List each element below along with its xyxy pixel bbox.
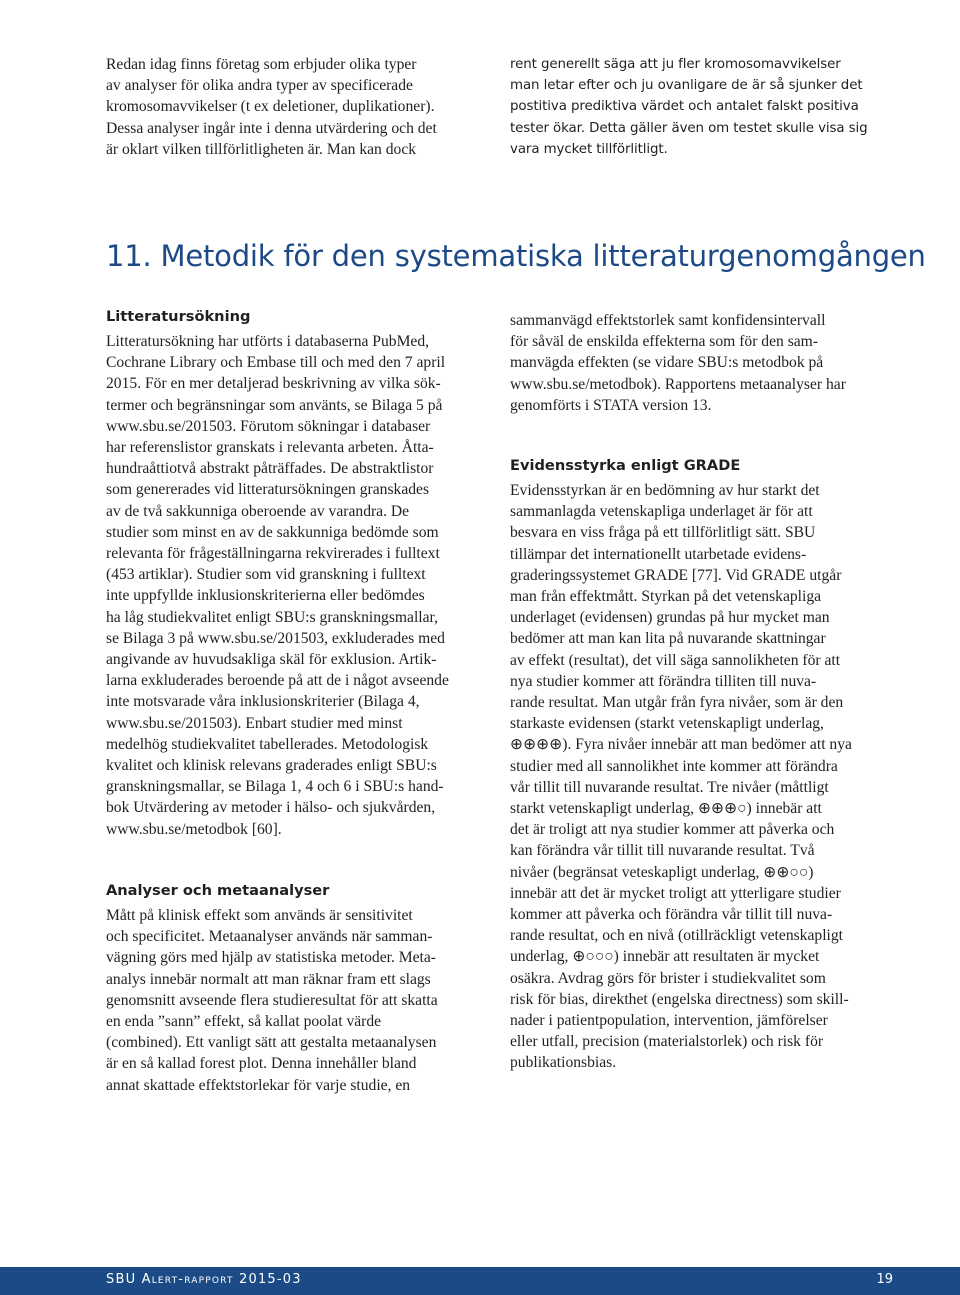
footer-report-name: SBU Alert-rapport 2015-03 — [106, 1272, 302, 1287]
analyser-heading: Analyser och metaanalyser — [106, 882, 330, 899]
intro-left-column — [106, 54, 475, 160]
footer-bar — [0, 1267, 960, 1295]
page-number: 19 — [876, 1272, 893, 1287]
litteratursokning-section — [106, 331, 475, 840]
litteratursokning-paragraph: Litteratursökning har utförts i databaserna PubMed, Cochrane Library och Embase till och med den 7 april 2015. För en mer detaljerad beskrivning av vilka sök- termer och begränsningar som använts, se Bilaga 5 på www.sbu.se/201503. Förutom sökningar i databaser har referenslistor granskats i relevanta arbeten. Åtta- hundraåttiotvå abstrakt påträffades. De abstraktlistor som genererades vid litteratursökningen granskades av de två sakkunniga oberoende av varandra. De studier som minst en av de sakkunniga bedömde som relevanta för frågeställningarna rekvirerades i fulltext (453 artiklar). Studier som vid granskning i fulltext inte uppfyllde inklusionskriterierna eller bedömdes ha låg studiekvalitet enligt SBU:s granskningsmallar, se Bilaga 3 på www.sbu.se/201503, exkluderades med angivande av huvudsakliga skäl för exklusion. Artik- larna exkluderades beroende på att de i något avseende inte motsvarade våra inklusionskriterier (Bilaga 4, www.sbu.se/201503). Enbart studier med minst medelhög studiekvalitet tabellerades. Metodologisk kvalitet och klinisk relevans graderades enligt SBU:s granskningsmallar, se Bilaga 1, 4 och 6 i SBU:s hand- bok Utvärdering av metoder i hälso- och sjukvården, www.sbu.se/metodbok [60]. — [106, 333, 449, 838]
right-continuation — [510, 310, 879, 416]
section-heading: 11. Metodik för den systematiska litteraturgenomgången — [106, 239, 926, 273]
right-continuation-paragraph: sammanvägd effektstorlek samt konfidensintervall för såväl de enskilda effekterna som för den sam- manvägda effekten (se vidare SBU:s metodbok på www.sbu.se/metodbok). Rapportens metaanalyser har genomförts i STATA version 13. — [510, 312, 846, 414]
evidensstyrka-section — [510, 480, 879, 1074]
intro-right-paragraph: rent generellt säga att ju fler kromosomavvikelser man letar efter och ju ovanligare de är så sjunker det postitiva prediktiva värdet och antalet falskt positiva tester ökar. Detta gäller även om testet skulle visa sig vara mycket tillförlitligt. — [510, 57, 868, 157]
analyser-section — [106, 905, 475, 1096]
analyser-paragraph: Mått på klinisk effekt som används är sensitivitet och specificitet. Metaanalyser används när samman- vägning görs med hjälp av statistiska metoder. Meta- analys innebär normalt att man räknar fram ett slags genomsnitt avseende flera studieresultat för att skatta en enda ”sann” effekt, så kallat poolat värde (combined). Ett vanligt sätt att gestalta metaanalysen är en så kallad forest plot. Denna innehåller bland annat skattade effektstorlekar för varje studie, en — [106, 907, 438, 1094]
intro-left-paragraph: Redan idag finns företag som erbjuder olika typer av analyser för olika andra typer av specificerade kromosomavvikelser (t ex deletioner, duplikationer). Dessa analyser ingår inte i denna utvärdering och det är oklart vilken tillförlitligheten är. Man kan dock — [106, 56, 437, 158]
litteratursokning-heading: Litteratursökning — [106, 308, 251, 325]
evidensstyrka-heading: Evidensstyrka enligt GRADE — [510, 457, 741, 474]
intro-right-column — [510, 54, 879, 160]
evidensstyrka-paragraph: Evidensstyrkan är en bedömning av hur starkt det sammanlagda vetenskapliga underlaget är för att besvara en viss fråga på ett tillförlitligt sätt. SBU tillämpar det internationellt utarbetade evidens- graderingssystemet GRADE [77]. Vid GRADE utgår man från effektmått. Styrkan på det vetenskapliga underlaget (evidensen) grundas på hur mycket man bedömer att man kan lita på nuvarande skattningar av effekt (resultat), det vill säga sannolikheten för att nya studier kommer att förändra tilliten till nuva- rande resultat. Man utgår från fyra nivåer, som är den starkaste evidensen (starkt vetenskapligt underlag, ⊕⊕⊕⊕). Fyra nivåer innebär att man bedömer att nya studier med all sannolikhet inte kommer att förändra vår tillit till nuvarande resultat. Tre nivåer (måttligt starkt vetenskapligt underlag, ⊕⊕⊕○) innebär att det är troligt att nya studier kommer att påverka och kan förändra vår tillit till nuvarande resultat. Två nivåer (begränsat veteskapligt underlag, ⊕⊕○○) innebär att det är mycket troligt att ytterligare studier kommer att påverka och förändra vår tillit till nuva- rande resultat, och en nivå (otillräckligt vetenskapligt underlag, ⊕○○○) innebär att resultaten är mycket osäkra. Avdrag görs för brister i studiekvalitet som risk för bias, direkthet (engelska directness) som skill- nader i patientpopulation, intervention, jämförelser eller utfall, precision (materialstorlek) och risk för publikationsbias. — [510, 482, 852, 1072]
